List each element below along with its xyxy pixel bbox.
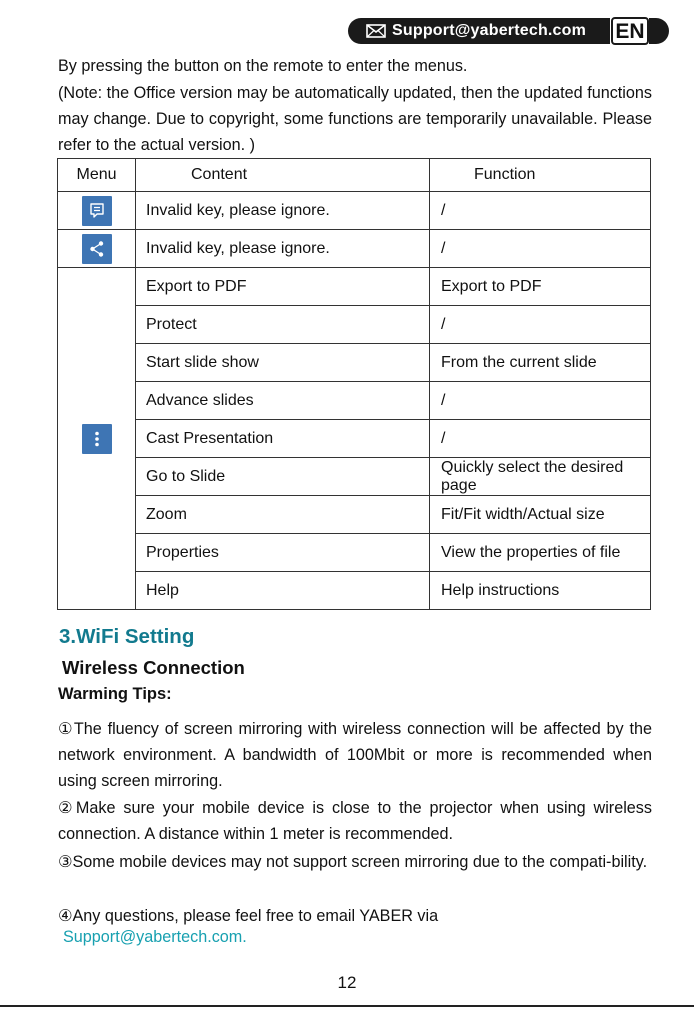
envelope-icon (366, 24, 386, 38)
row-content: Go to Slide (136, 458, 430, 496)
header-function: Function (430, 159, 651, 192)
more-vertical-icon (82, 424, 112, 454)
table-row (58, 306, 651, 344)
header-menu: Menu (58, 159, 136, 192)
section-subtitle: Wireless Connection (62, 657, 245, 678)
header-content: Content (136, 159, 430, 192)
table-row (58, 458, 651, 496)
page-number: 12 (337, 973, 357, 992)
language-badge: EN (611, 17, 649, 45)
version-note: (Note: the Office version may be automatically updated, then the updated functions may change. Due to copyright, some functions are temporarily unavailable. Please refer to the actual version. ) (58, 84, 652, 154)
table-row (58, 496, 651, 534)
share-icon (82, 234, 112, 264)
row-content: Cast Presentation (136, 420, 430, 458)
row-function: Help instructions (430, 572, 651, 610)
support-email: Support@yabertech.com (392, 22, 587, 39)
row-function: From the current slide (430, 344, 651, 382)
menu-table (57, 158, 651, 610)
row-content: Invalid key, please ignore. (136, 230, 430, 268)
table-row (58, 382, 651, 420)
row-function: Fit/Fit width/Actual size (430, 496, 651, 534)
table-header-row (58, 159, 651, 192)
tip-2: ②Make sure your mobile device is close to the projector when using wireless connection. A distance within 1 meter is recommended. (58, 799, 652, 843)
bottom-divider (0, 1005, 694, 1007)
row-content: Protect (136, 306, 430, 344)
row-content: Zoom (136, 496, 430, 534)
tip-4: ④Any questions, please feel free to email YABER via (58, 907, 439, 925)
table-row (58, 534, 651, 572)
row-function: / (430, 382, 651, 420)
support-email-badge (348, 18, 610, 44)
row-function: / (430, 230, 651, 268)
table-row (58, 192, 651, 230)
badge-tail (649, 18, 669, 44)
row-content: Help (136, 572, 430, 610)
row-function: / (430, 420, 651, 458)
comment-icon (82, 196, 112, 226)
row-content: Advance slides (136, 382, 430, 420)
row-function: Quickly select the desired page (430, 458, 651, 496)
row-content: Export to PDF (136, 268, 430, 306)
tip-3: ③Some mobile devices may not support screen mirroring due to the compati-bility. (58, 853, 648, 871)
section-title: 3.WiFi Setting (59, 625, 195, 648)
row-function: View the properties of file (430, 534, 651, 572)
table-row (58, 230, 651, 268)
table-row (58, 572, 651, 610)
table-row (58, 344, 651, 382)
table-row (58, 420, 651, 458)
row-content: Start slide show (136, 344, 430, 382)
row-content: Invalid key, please ignore. (136, 192, 430, 230)
row-function: / (430, 306, 651, 344)
table-row (58, 268, 651, 306)
tips-heading: Warming Tips: (58, 685, 172, 703)
row-function: / (430, 192, 651, 230)
tip-1: ①The fluency of screen mirroring with wireless connection will be affected by the network environment. A bandwidth of 100Mbit or more is recommended when using screen mirroring. (58, 720, 652, 790)
row-function: Export to PDF (430, 268, 651, 306)
row-content: Properties (136, 534, 430, 572)
intro-line: By pressing the button on the remote to enter the menus. (58, 57, 468, 75)
support-email-link[interactable]: Support@yabertech.com. (63, 928, 247, 946)
